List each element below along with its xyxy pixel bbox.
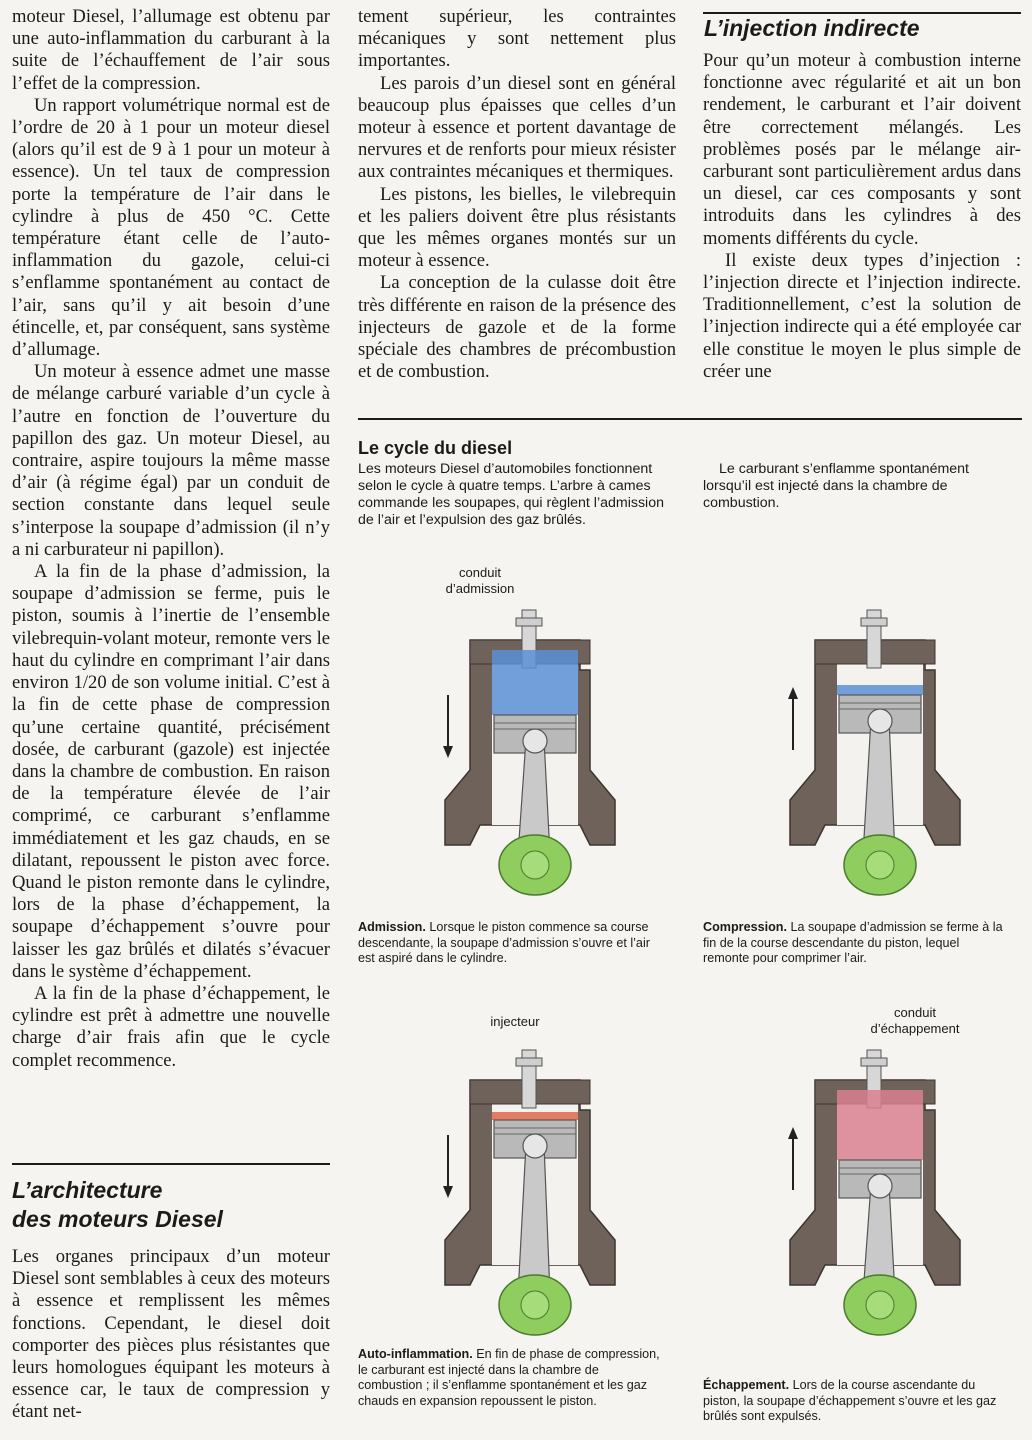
caption-text: En fin de phase de compression, le carburant est injecté dans la chambre de combustion ; il s’enflamme spontanément et les gaz chauds en expansion repoussent le piston. xyxy=(358,1347,660,1408)
paragraph: A la fin de la phase d’échappement, le cylindre est prêt à admettre une nouvelle charge d’air frais afin que le cycle complet recommence. xyxy=(12,982,330,1071)
paragraph: Pour qu’un moteur à combustion interne fonctionne avec régularité et ait un bon rendement, le carburant et l’air doivent être correctement mélangés. Les problèmes posés par le mélange air-carburant sont particulièrement ardus dans un diesel, car ces composants y sont introduits dans les cylindres à des moments différents du cycle. xyxy=(703,50,1021,249)
caption-exhaust xyxy=(703,1378,1008,1425)
paragraph: A la fin de la phase d’admission, la soupape d’admission se ferme, puis le piston, soumis à l’inertie de l’ensemble vilebrequin-volant moteur, remonte vers le haut du cylindre en comprimant l’air dans environ 1/20 de son volume initial. C’est à la fin de cette phase de compression qu’une certaine quantité, précisément dosée, de carburant (gazole) est injectée dans la chambre de combustion. En raison de la température élevée de l’air comprimé, ce carburant s’enflamme immédiatement et les gaz chauds, en se dilatant, repoussent le piston avec force. Quand le piston remonte dans le cylindre, lors de la phase d’échappement, la soupape d’échappement s’ouvre pour laisser les gaz brûlés et dilatés s’évacuer dans le système d’échappement. xyxy=(12,561,330,982)
label-line: conduit xyxy=(894,1005,936,1020)
wrist-pin xyxy=(868,709,892,733)
label-exhaust xyxy=(850,1005,980,1037)
engine-diagram-auto-inflammation xyxy=(430,1040,640,1350)
paragraph: Les organes principaux d’un moteur Diesel sont semblables à ceux des moteurs à essence et remplissent les mêmes fonctions. Cependant, le diesel doit comporter des pièces plus résistantes que leurs homologues équipant les moteurs à essence car, le taux de compression y étant net- xyxy=(12,1246,330,1423)
label-intake xyxy=(420,565,540,597)
injector-collar xyxy=(516,1058,542,1066)
caption-auto-inflammation xyxy=(358,1347,663,1409)
label-injector: injecteur xyxy=(490,1014,540,1029)
engine-diagram-admission xyxy=(430,600,640,910)
direction-arrow-head xyxy=(443,746,453,758)
paragraph: moteur Diesel, l’allumage est obtenu par une auto-inflammation du carburant à la suite de l’échauffement de l’air sous l’effet de la compression. xyxy=(12,6,330,94)
figure-rule xyxy=(358,418,1022,420)
gas-charge xyxy=(492,650,578,715)
paragraph: tement supérieur, les contraintes mécaniques y sont nettement plus importantes. xyxy=(358,6,676,72)
label-line: d’admission xyxy=(445,581,515,596)
label-line: conduit xyxy=(459,565,501,580)
figure-intro: Les moteurs Diesel d’automobiles fonctionnent selon le cycle à quatre temps. L’arbre à cames commande les soupapes, qui règlent l’admission de l’air et l’expulsion des gaz brûlés. xyxy=(358,461,664,528)
column-2 xyxy=(358,6,676,383)
caption-title: Échappement. xyxy=(703,1378,790,1392)
paragraph: La conception de la culasse doit être très différente en raison de la présence des injecteurs de gazole et de la forme spéciale des chambres de précombustion et de combustion. xyxy=(358,272,676,383)
crank-pin xyxy=(866,851,894,879)
injector-collar xyxy=(516,618,542,626)
injector-collar xyxy=(861,1058,887,1066)
figure-title: Le cycle du diesel xyxy=(358,438,513,458)
wrist-pin xyxy=(523,1134,547,1158)
architecture-text xyxy=(12,1246,330,1424)
engine-diagram-compression xyxy=(775,600,985,910)
gas-charge xyxy=(492,1112,578,1120)
caption-text: Lorsque le piston commence sa course descendante, la soupape d’admission s’ouvre et l’air est aspiré dans le cylindre. xyxy=(358,920,650,965)
crank-pin xyxy=(521,1291,549,1319)
section-title-architecture xyxy=(12,1176,223,1234)
engine-diagram-exhaust xyxy=(775,1040,985,1350)
paragraph: Les parois d’un diesel sont en général beaucoup plus épaisses que celles d’un moteur à essence et portent davantage de nervures et de renforts pour mieux résister aux contraintes mécaniques et thermiques. xyxy=(358,72,676,183)
caption-compression xyxy=(703,920,1003,967)
paragraph: Un moteur à essence admet une masse de mélange carburé variable d’un cycle à l’autre en fonction de l’ouverture du papillon des gaz. Un moteur Diesel, au contraire, aspire toujours la même masse d’air (à régime égal) par un conduit de section constante dans lequel seule s’interpose la soupape d’admission (il n’y a ni carburateur ni papillon). xyxy=(12,361,330,560)
wrist-pin xyxy=(523,729,547,753)
column-3 xyxy=(703,50,1021,383)
label-line: d’échappement xyxy=(870,1021,960,1036)
title-line: des moteurs Diesel xyxy=(12,1206,223,1232)
gas-charge xyxy=(837,1090,923,1160)
figure-intro: Le carburant s’enflamme spontanément lorsqu’il est injecté dans la chambre de combustion. xyxy=(703,461,969,511)
crank-pin xyxy=(521,851,549,879)
title-line: L’architecture xyxy=(12,1177,163,1203)
direction-arrow-head xyxy=(788,1127,798,1139)
paragraph: Un rapport volumétrique normal est de l’ordre de 20 à 1 pour un moteur diesel (alors qu’il est de 9 à 1 pour un moteur à essence). Un tel taux de compression porte la température de l’air dans le cylindre à plus de 450 °C. Cette température étant celle de l’auto-inflammation du gazole, celui-ci s’enflamme spontanément au contact de l’air, sans qu’il y ait besoin d’une étincelle, et, par conséquent, sans système d’allumage. xyxy=(12,94,330,361)
direction-arrow-head xyxy=(443,1186,453,1198)
section-rule xyxy=(12,1163,330,1165)
column-1 xyxy=(12,6,330,1072)
caption-title: Admission. xyxy=(358,920,426,934)
gas-charge xyxy=(837,685,923,695)
direction-arrow-head xyxy=(788,687,798,699)
caption-text: La soupape d’admission se ferme à la fin de la course descendante du piston, lequel remonte pour comprimer l’air. xyxy=(703,920,1003,965)
crank-pin xyxy=(866,1291,894,1319)
section-title-injection: L’injection indirecte xyxy=(704,15,920,41)
paragraph: Il existe deux types d’injection : l’injection directe et l’injection indirecte. Traditionnellement, c’est la solution de l’injection indirecte qui a été employée car elle constitue le moyen le plus simple de créer une xyxy=(703,249,1022,382)
wrist-pin xyxy=(868,1174,892,1198)
paragraph: Les pistons, les bielles, le vilebrequin et les paliers doivent être plus résistants que les mêmes organes montés sur un moteur à essence. xyxy=(358,183,676,272)
caption-title: Compression. xyxy=(703,920,787,934)
injector-collar xyxy=(861,618,887,626)
caption-title: Auto-inflammation. xyxy=(358,1347,473,1361)
caption-text: Lors de la course ascendante du piston, la soupape d’échappement s’ouvre et les gaz brûlés sont expulsés. xyxy=(703,1378,997,1423)
caption-admission xyxy=(358,920,658,967)
